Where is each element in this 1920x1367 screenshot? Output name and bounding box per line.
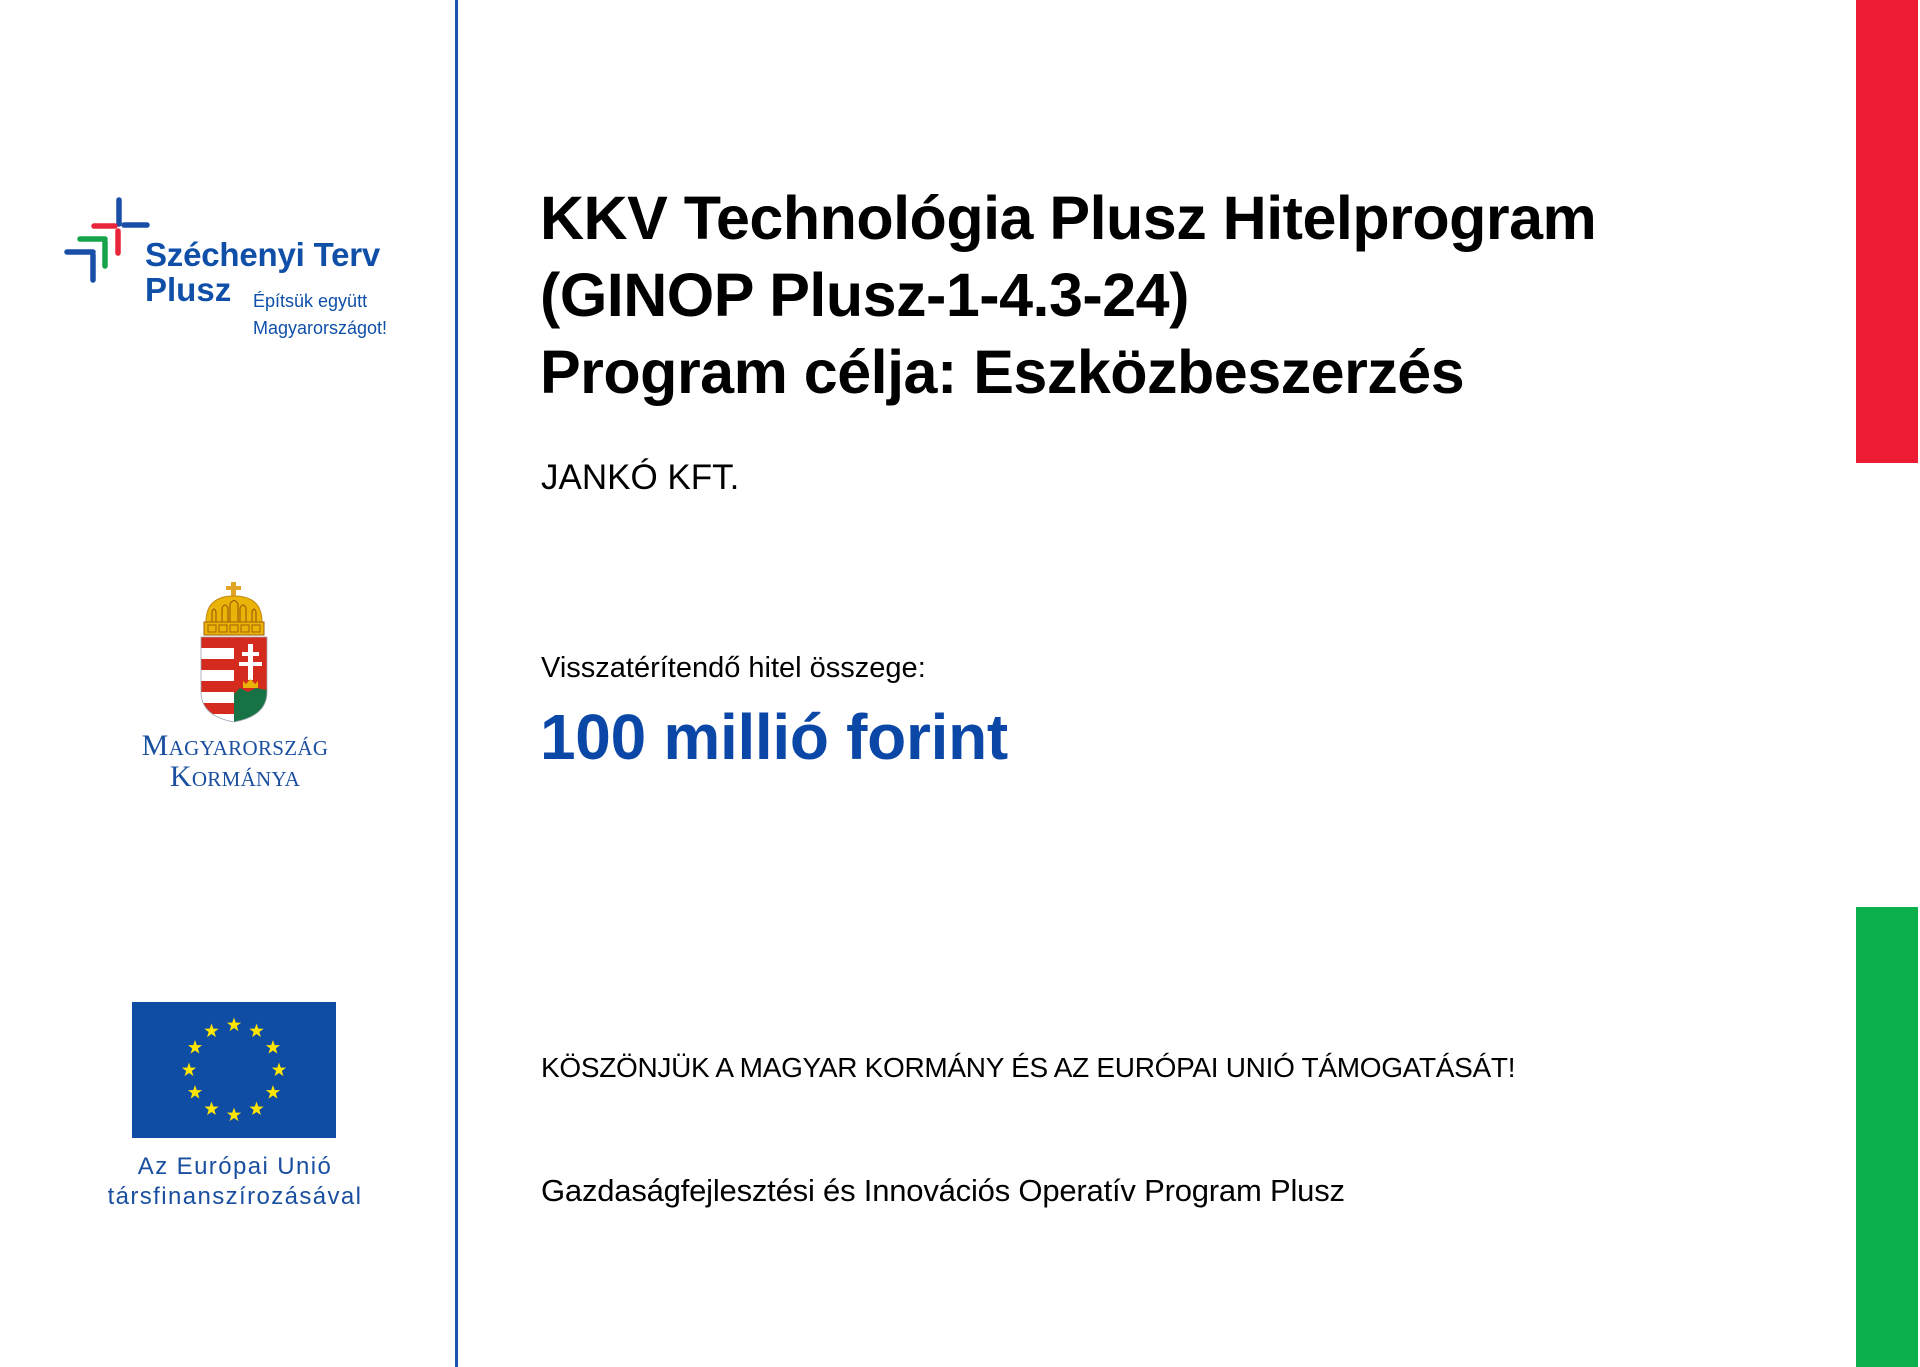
eu-flag-icon — [132, 1002, 336, 1138]
red-flag-bar — [1856, 0, 1918, 463]
eu-line-1: Az Európai Unió — [137, 1153, 333, 1180]
government-line-1: Magyarország — [141, 729, 329, 762]
government-line-2: Kormánya — [169, 760, 301, 793]
tagline-line-2: Magyarországot! — [253, 318, 388, 338]
eu-cofinancing-text — [80, 1152, 390, 1212]
heading-line-2: (GINOP Plusz-1-4.3-24) — [540, 261, 1189, 329]
heading-line-1: KKV Technológia Plusz Hitelprogram — [540, 184, 1597, 252]
szechenyi-logo-tagline — [253, 288, 387, 342]
program-heading — [540, 180, 1596, 411]
szechenyi-cross-icon — [62, 195, 152, 285]
szechenyi-logo-title: Széchenyi Terv — [145, 236, 381, 273]
loan-amount-label: Visszatérítendő hitel összege: — [541, 652, 926, 684]
heading-line-3: Program célja: Eszközbeszerzés — [540, 338, 1465, 406]
hungarian-coat-of-arms-icon — [196, 582, 272, 724]
beneficiary-name: JANKÓ KFT. — [541, 458, 740, 497]
tagline-line-1: Építsük együtt — [253, 291, 368, 311]
loan-amount-value: 100 millió forint — [540, 701, 1008, 773]
eu-line-2: társfinanszírozásával — [107, 1183, 363, 1210]
vertical-divider — [455, 0, 458, 1367]
thanks-text: KÖSZÖNJÜK A MAGYAR KORMÁNY ÉS AZ EURÓPAI UNIÓ TÁMOGATÁSÁT! — [541, 1052, 1516, 1083]
operative-program-name: Gazdaságfejlesztési és Innovációs Operatív Program Plusz — [541, 1173, 1345, 1208]
government-logo-text — [90, 730, 380, 792]
szechenyi-logo-subtitle: Plusz — [145, 271, 232, 308]
green-flag-bar — [1856, 907, 1918, 1367]
